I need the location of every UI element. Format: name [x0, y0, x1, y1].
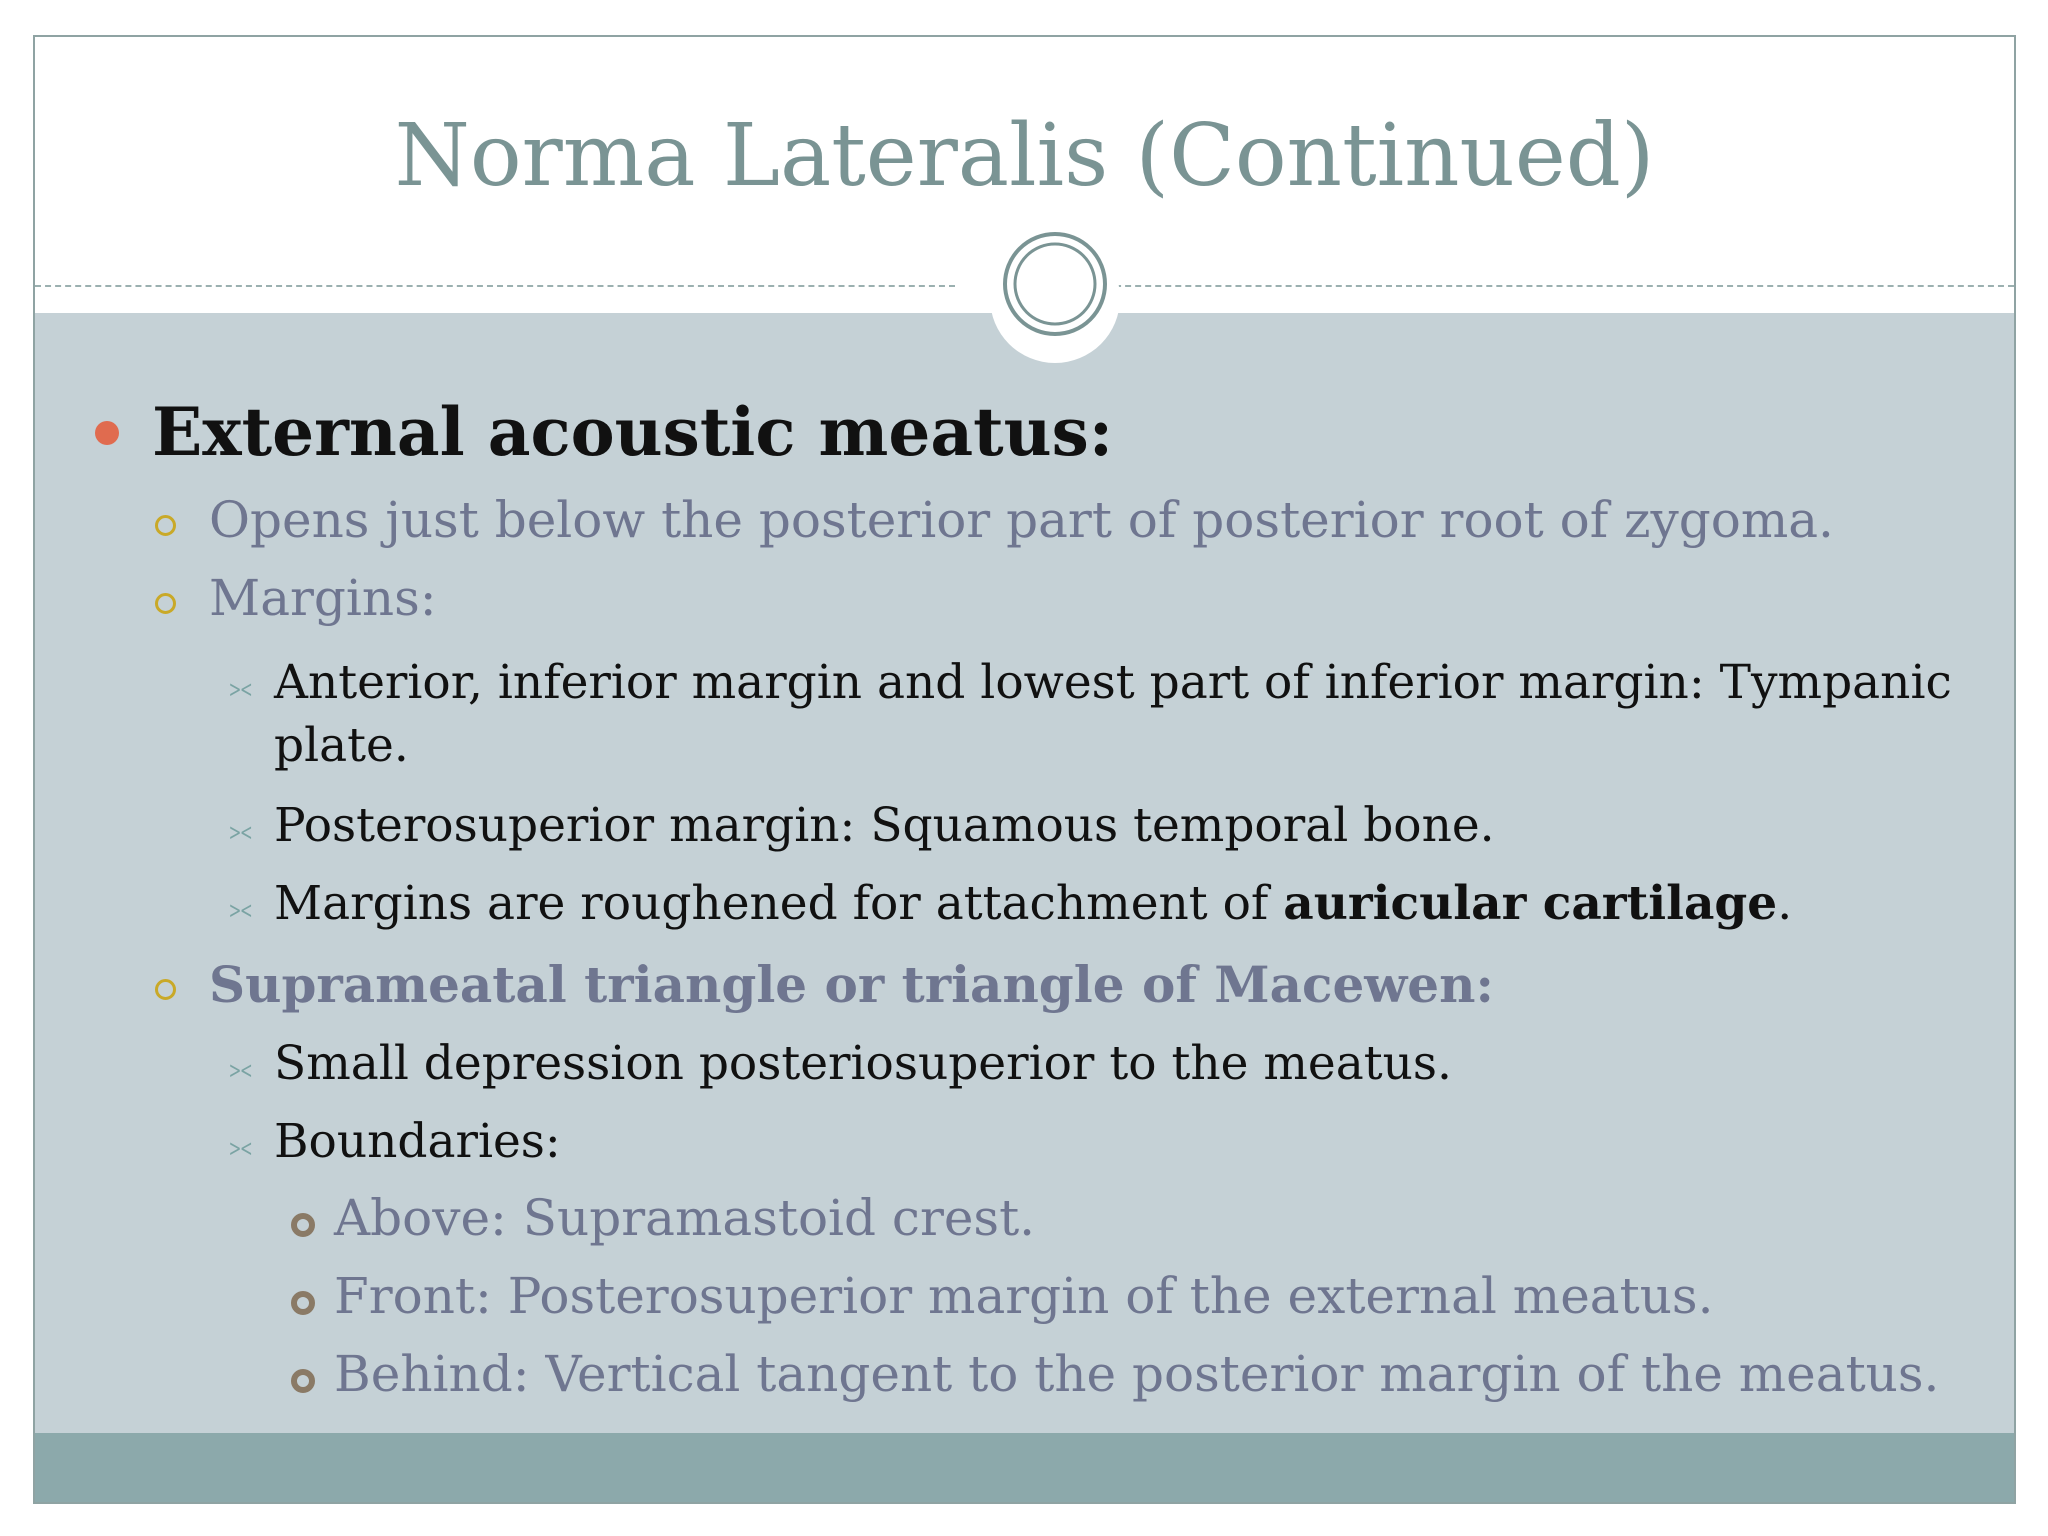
- list-item-text: Margins are roughened for attachment of: [274, 876, 1284, 931]
- emphasis-auricular-cartilage: auricular cartilage: [1283, 876, 1778, 931]
- list-item: Small depression posteriosuperior to the meatus.: [274, 1036, 1452, 1091]
- list-item: Front: Posterosuperior margin of the external meatus.: [334, 1267, 1714, 1325]
- bowtie-icon: ⪥: [229, 894, 252, 924]
- hollow-circle-icon: [155, 979, 176, 1000]
- bowtie-icon: ⪥: [229, 816, 252, 846]
- title-divider-left: [35, 285, 955, 287]
- filled-dot-icon: [95, 421, 119, 445]
- footer-bar: [35, 1433, 2014, 1502]
- bowtie-icon: ⪥: [229, 673, 252, 703]
- list-item: Opens just below the posterior part of posterior root of zygoma.: [209, 491, 1834, 549]
- list-item: Above: Supramastoid crest.: [334, 1189, 1036, 1247]
- heading-external-acoustic-meatus: External acoustic meatus:: [152, 393, 1114, 471]
- hollow-circle-icon: [155, 593, 176, 614]
- slide: [33, 35, 2016, 1504]
- list-item: Boundaries:: [274, 1114, 561, 1169]
- list-item: Posterosuperior margin: Squamous temporal bone.: [274, 798, 1495, 853]
- list-item: Margins:: [209, 569, 437, 627]
- bowtie-icon: ⪥: [229, 1054, 252, 1084]
- list-item: Behind: Vertical tangent to the posterior margin of the meatus.: [334, 1345, 1940, 1403]
- hollow-circle-icon: [155, 515, 176, 536]
- slide-title: Norma Lateralis (Continued): [394, 106, 1655, 206]
- list-item: Anterior, inferior margin and lowest part of inferior margin: Tympanic: [274, 655, 1952, 710]
- list-item-text: .: [1777, 876, 1793, 931]
- title-divider-right: [1095, 285, 2014, 287]
- ring-icon: [291, 1291, 315, 1315]
- ring-icon: [291, 1369, 315, 1393]
- slide-content: [35, 313, 2014, 1433]
- ring-icon: [291, 1213, 315, 1237]
- list-item-heading: Suprameatal triangle or triangle of Macewen:: [209, 955, 1494, 1014]
- list-item-continuation: plate.: [274, 718, 409, 773]
- list-item: [274, 876, 1792, 931]
- bowtie-icon: ⪥: [229, 1132, 252, 1162]
